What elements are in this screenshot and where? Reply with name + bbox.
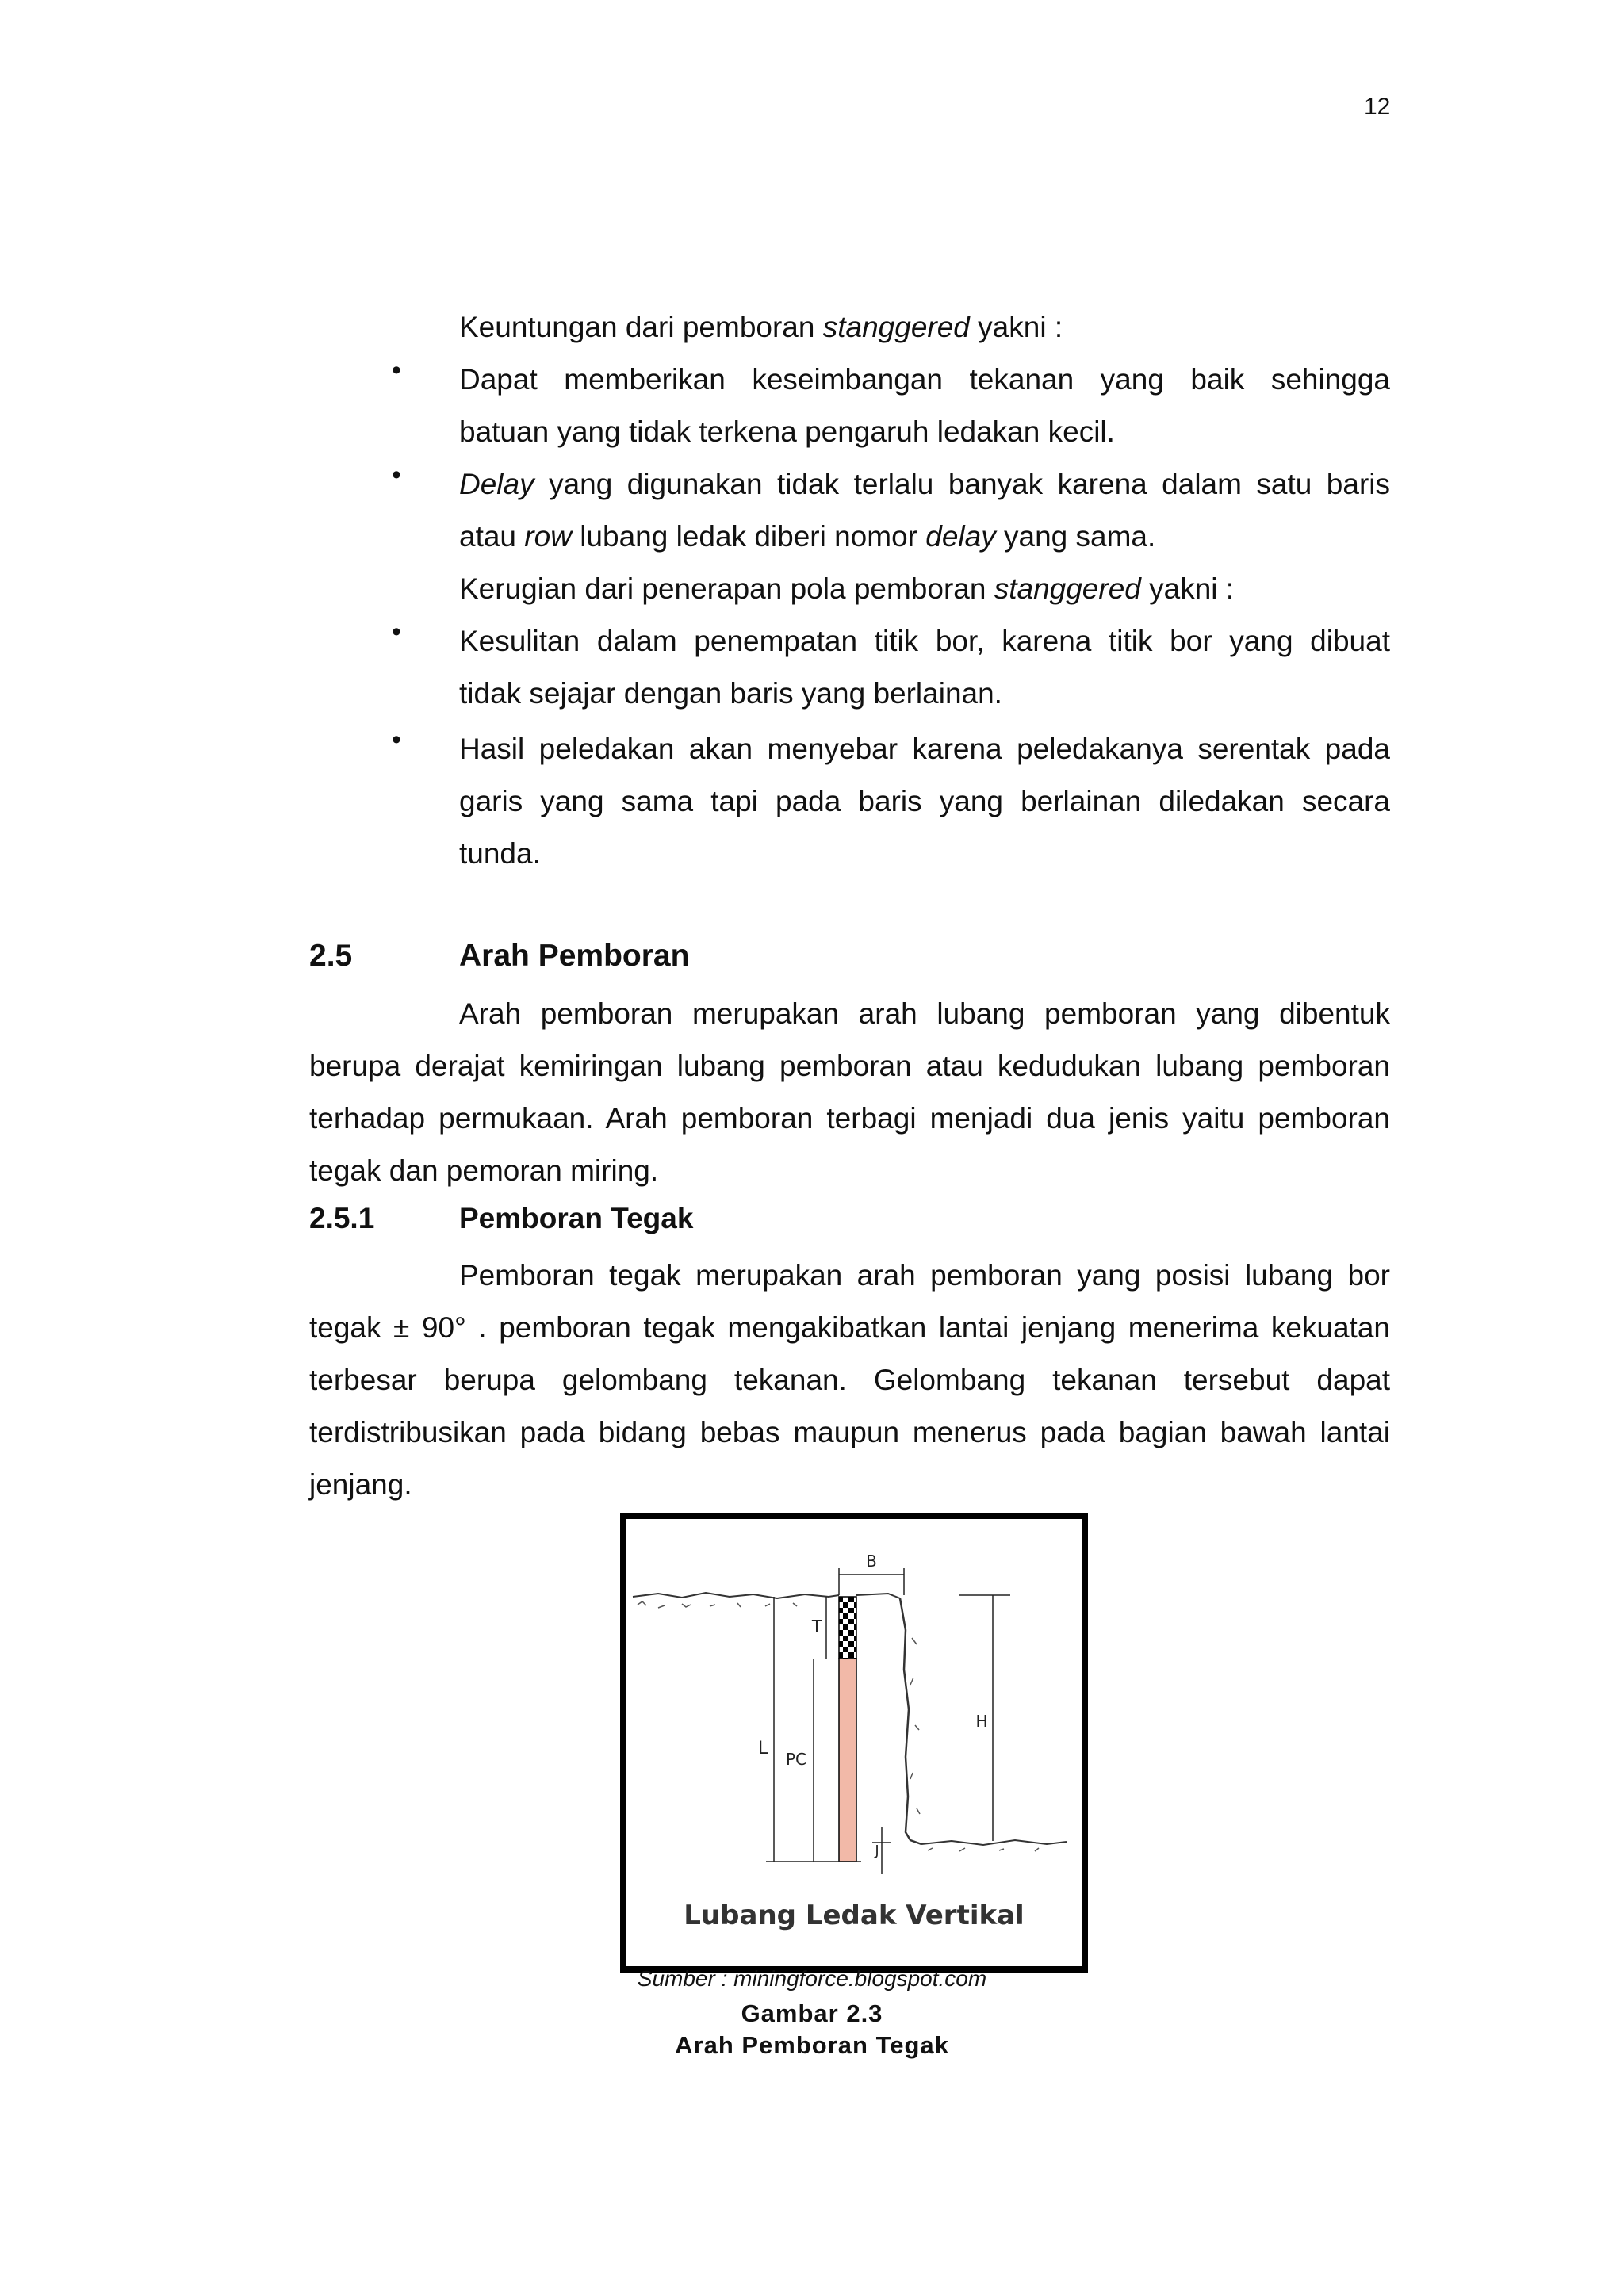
figure-frame — [620, 1513, 1088, 1973]
advantages-intro-prefix: Keuntungan dari pemboran — [459, 311, 823, 343]
section-2-5-para-line-2: berupa derajat kemiringan lubang pemboran atau kedudukan lubang pemboran — [309, 1050, 1390, 1082]
section-2-5-1-para-line-3: terbesar berupa gelombang tekanan. Gelombang tekanan tersebut dapat — [309, 1364, 1390, 1396]
subsection-number: 2.5.1 — [309, 1202, 375, 1234]
disadvantage-2-line-2: garis yang sama tapi pada baris yang berlainan diledakan secara — [459, 785, 1390, 817]
section-2-5-1-para-line-1: Pemboran tegak merupakan arah pemboran yang posisi lubang bor — [459, 1259, 1390, 1292]
section-2-5-1-para-line-4: terdistribusikan pada bidang bebas maupun menerus pada bagian bawah lantai — [309, 1416, 1390, 1448]
bullet-symbol: • — [392, 725, 401, 755]
bench-face — [900, 1598, 921, 1844]
disadvantages-intro-term: stanggered — [994, 572, 1141, 605]
bullet-symbol: • — [392, 617, 401, 647]
bench-floor-texture — [928, 1848, 1039, 1851]
section-title: Arah Pemboran — [459, 939, 690, 973]
advantage-1-line-2: batuan yang tidak terkena pengaruh ledakan kecil. — [459, 415, 1115, 448]
subsection-title: Pemboran Tegak — [459, 1202, 694, 1234]
advantages-intro-term: stanggered — [822, 311, 970, 343]
advantage-1-line-1: Dapat memberikan keseimbangan tekanan yang baik sehingga — [459, 363, 1390, 396]
advantages-intro — [459, 301, 1063, 354]
label-h: H — [975, 1712, 988, 1731]
figure-image-title: Lubang Ledak Vertikal — [684, 1900, 1025, 1931]
advantage-2-term-delay: Delay — [459, 468, 534, 500]
disadvantage-1-line-1: Kesulitan dalam penempatan titik bor, karena titik bor yang dibuat — [459, 625, 1390, 657]
label-t: T — [811, 1617, 822, 1636]
top-ground-surface — [633, 1593, 839, 1598]
stemming-column — [839, 1597, 856, 1659]
top-ground-texture — [638, 1601, 797, 1608]
page-number: 12 — [1364, 94, 1391, 120]
figure-source: Sumber : miningforce.blogspot.com — [637, 1966, 987, 1991]
disadvantage-2-line-3: tunda. — [459, 837, 541, 870]
section-2-5-para-line-4: tegak dan pemoran miring. — [309, 1154, 659, 1187]
label-b: B — [866, 1552, 877, 1571]
bench-floor — [921, 1840, 1067, 1845]
advantages-intro-suffix: yakni : — [969, 311, 1063, 343]
disadvantages-intro — [459, 563, 1234, 615]
disadvantages-intro-prefix: Kerugian dari penerapan pola pemboran — [459, 572, 994, 605]
advantage-2-line-2-prefix: atau — [459, 520, 525, 553]
disadvantages-intro-suffix: yakni : — [1140, 572, 1235, 605]
label-j: J — [875, 1843, 879, 1859]
disadvantage-1-line-2: tidak sejajar dengan baris yang berlainan. — [459, 677, 1002, 710]
explosive-charge-column — [839, 1659, 856, 1862]
section-2-5-para-line-3: terhadap permukaan. Arah pemboran terbagi menjadi dua jenis yaitu pemboran — [309, 1102, 1390, 1135]
section-2-5-para-line-1: Arah pemboran merupakan arah lubang pemboran yang dibentuk — [459, 997, 1390, 1030]
label-pc: PC — [785, 1750, 807, 1769]
advantage-2-line-1 — [459, 458, 1390, 511]
disadvantage-2-line-1: Hasil peledakan akan menyebar karena peledakanya serentak pada — [459, 733, 1390, 765]
bullet-symbol: • — [392, 355, 401, 385]
section-2-5-1-para-line-2: tegak ± 90° . pemboran tegak mengakibatkan lantai jenjang menerima kekuatan — [309, 1311, 1390, 1344]
advantage-2-line-1-rest: yang digunakan tidak terlalu banyak karena dalam satu baris — [534, 468, 1390, 500]
bench-face-texture — [910, 1638, 920, 1814]
advantage-2-line-2-mid: lubang ledak diberi nomor — [571, 520, 926, 553]
top-ground-right — [856, 1594, 900, 1598]
advantage-2-line-2-suffix: yang sama. — [995, 520, 1156, 553]
advantage-2-line-2 — [459, 511, 1155, 563]
section-2-5-1-para-line-5: jenjang. — [309, 1468, 412, 1501]
bullet-symbol: • — [392, 460, 401, 490]
advantage-2-term-delay-2: delay — [925, 520, 996, 553]
advantage-2-term-row: row — [524, 520, 572, 553]
label-l: L — [757, 1739, 768, 1758]
section-number: 2.5 — [309, 939, 353, 973]
figure-caption-title: Arah Pemboran Tegak — [675, 2031, 949, 2059]
figure-caption-number: Gambar 2.3 — [741, 1999, 883, 2027]
